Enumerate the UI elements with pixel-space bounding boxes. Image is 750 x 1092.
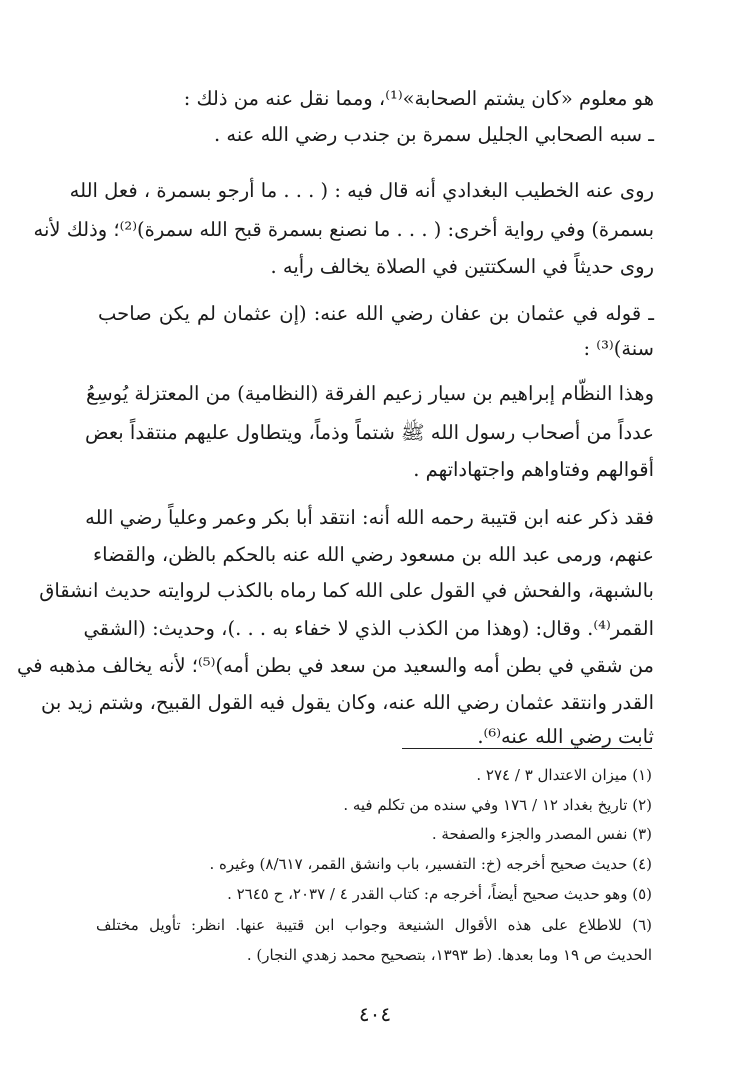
footnote: (١) ميزان الاعتدال ٣ / ٢٧٤ . (476, 766, 652, 784)
text-line: ـ قوله في عثمان بن عفان رضي الله عنه: (إن عثمان لم يكن صاحب (98, 302, 654, 325)
text-line: روى عنه الخطيب البغدادي أنه قال فيه : ( . . . ما أرجو بسمرة ، فعل الله (69, 179, 654, 202)
text-line: بالشبهة، والفحش في القول على الله كما رماه بالكذب لروايته حديث انشقاق (39, 579, 654, 602)
text-line: القمر⁽⁴⁾. وقال: (وهذا من الكذب الذي لا خفاء به . . .)، وحديث: (الشقي (83, 617, 654, 640)
text-line: روى حديثاً في السكتتين في الصلاة يخالف رأيه . (270, 255, 654, 278)
text-line: ثابت رضي الله عنه⁽⁶⁾. (477, 725, 654, 748)
text-line: فقد ذكر عنه ابن قتيبة رحمه الله أنه: انتقد أبا بكر وعمر وعلياً رضي الله (85, 506, 654, 529)
footnote: (٦) للاطلاع على هذه الأقوال الشنيعة وجواب ابن قتيبة عنها. انظر: تأويل مختلف (96, 916, 652, 934)
text-line: عدداً من أصحاب رسول الله ﷺ شتماً وذماً، ويتطاول عليهم منتقداً بعض (85, 421, 654, 444)
text-line: بسمرة) وفي رواية أخرى: ( . . . ما نصنع بسمرة قبح الله سمرة)⁽²⁾؛ وذلك لأنه (33, 218, 654, 241)
text-line: وهذا النظّام إبراهيم بن سيار زعيم الفرقة (النظامية) من المعتزلة يُوسِعُ (85, 382, 654, 405)
footnote: الحديث ص ١٩ وما بعدها. (ط ١٣٩٣، بتصحيح محمد زهدي النجار) . (246, 946, 652, 964)
page-number: ٤٠٤ (358, 1002, 392, 1026)
footnote-divider (402, 748, 652, 749)
text-line: ـ سبه الصحابي الجليل سمرة بن جندب رضي الله عنه . (214, 123, 654, 146)
footnote: (٥) وهو حديث صحيح أيضاً، أخرجه م: كتاب القدر ٤ / ٢٠٣٧، ح ٢٦٤٥ . (227, 885, 652, 903)
text-line: القدر وانتقد عثمان رضي الله عنه، وكان يقول فيه القول القبيح، وشتم زيد بن (41, 691, 654, 714)
text-line: أقوالهم وفتاواهم واجتهاداتهم . (413, 458, 654, 481)
footnote: (٢) تاريخ بغداد ١٢ / ١٧٦ وفي سنده من تكلم فيه . (343, 796, 652, 814)
footnote: (٤) حديث صحيح أخرجه (خ: التفسير، باب وانشق القمر، ٨/٦١٧) وغيره . (209, 855, 652, 873)
text-line: من شقي في بطن أمه والسعيد من سعد في بطن أمه)⁽⁵⁾؛ لأنه يخالف مذهبه في (17, 654, 654, 677)
text-line: سنة)⁽³⁾ : (583, 337, 654, 360)
text-line: عنهم، ورمى عبد الله بن مسعود رضي الله عنه بالحكم بالظن، والقضاء (92, 543, 654, 566)
footnote: (٣) نفس المصدر والجزء والصفحة . (431, 825, 652, 843)
text-line: هو معلوم «كان يشتم الصحابة»⁽¹⁾، ومما نقل عنه من ذلك : (183, 87, 654, 110)
